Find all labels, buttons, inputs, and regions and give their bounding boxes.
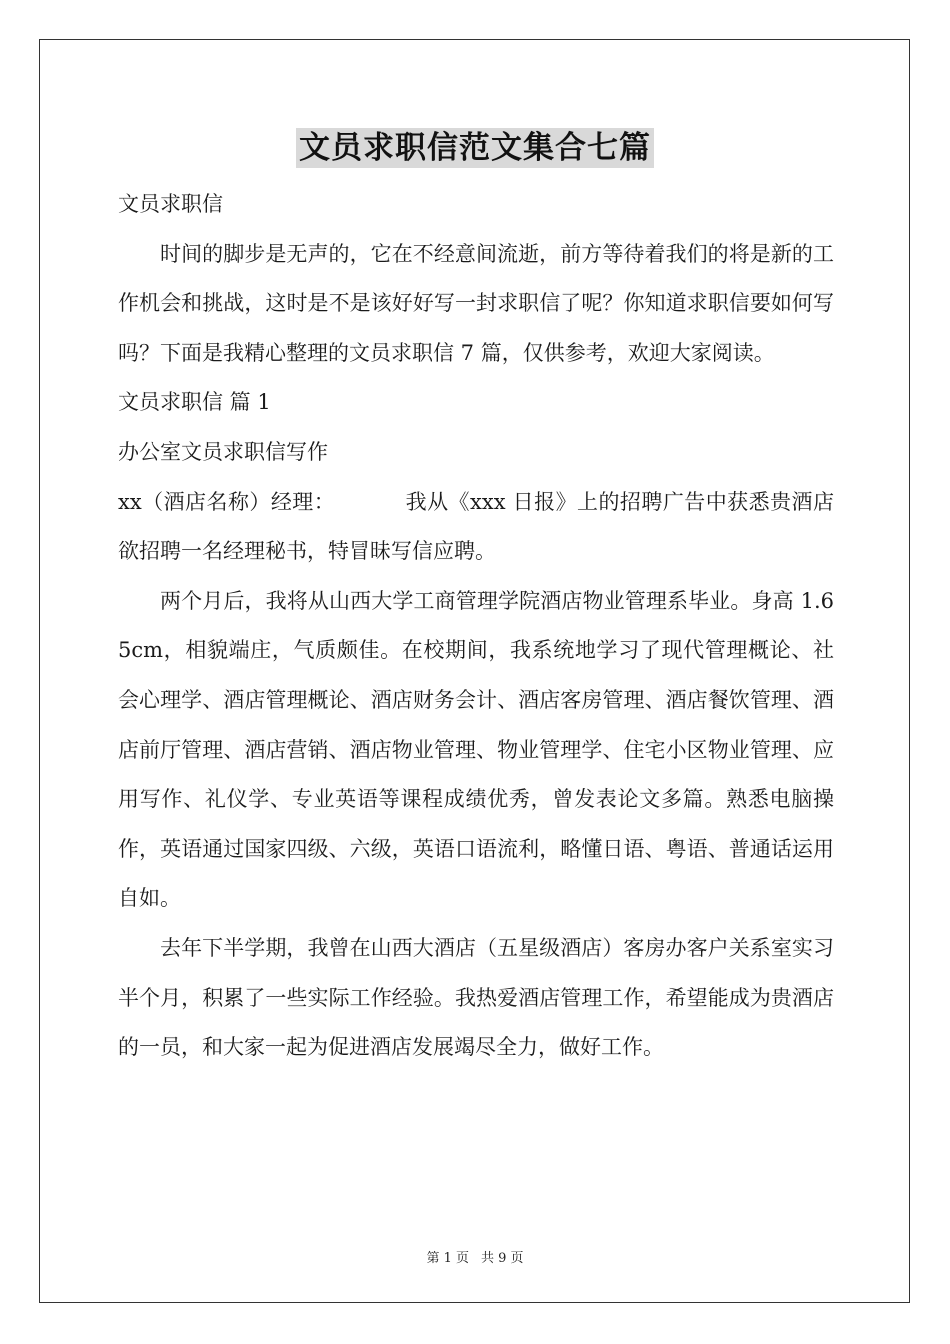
document-body bbox=[118, 180, 834, 1073]
salutation: xx（酒店名称）经理： bbox=[118, 489, 336, 514]
letter-heading: 文员求职信 篇 1 bbox=[118, 390, 271, 415]
salutation-paragraph bbox=[118, 478, 834, 577]
page-footer bbox=[0, 1247, 950, 1266]
section-heading: 文员求职信 bbox=[118, 192, 223, 216]
opening-sentence: 我从《xxx 日报》上的招聘广告中获悉贵酒店欲招聘一名经理秘书，特冒昧写信应聘。 bbox=[118, 489, 834, 564]
title-container bbox=[0, 128, 950, 168]
document-title: 文员求职信范文集合七篇 bbox=[296, 128, 654, 168]
page-total: 共 9 页 bbox=[481, 1251, 524, 1266]
intro-paragraph: 时间的脚步是无声的，它在不经意间流逝，前方等待着我们的将是新的工作机会和挑战，这时是不是该好好写一封求职信了呢？你知道求职信要如何写吗？下面是我精心整理的文员求职信 7 篇，仅供参考，欢迎大家阅读。 bbox=[118, 241, 834, 365]
experience-paragraph: 去年下半学期，我曾在山西大酒店（五星级酒店）客房办客户关系室实习半个月，积累了一些实际工作经验。我热爱酒店管理工作，希望能成为贵酒店的一员，和大家一起为促进酒店发展竭尽全力，做好工作。 bbox=[118, 935, 834, 1060]
letter-subheading: 办公室文员求职信写作 bbox=[118, 439, 328, 464]
page-number: 第 1 页 bbox=[426, 1251, 469, 1266]
education-paragraph: 两个月后，我将从山西大学工商管理学院酒店物业管理系毕业。身高 1.65cm，相貌端庄，气质颇佳。在校期间，我系统地学习了现代管理概论、社会心理学、酒店管理概论、酒店财务会计、酒店客房管理、酒店餐饮管理、酒店前厅管理、酒店营销、酒店物业管理、物业管理学、住宅小区物业管理、应用写作、礼仪学、专业英语等课程成绩优秀，曾发表论文多篇。熟悉电脑操作，英语通过国家四级、六级，英语口语流利，略懂日语、粤语、普通话运用自如。 bbox=[118, 588, 834, 911]
